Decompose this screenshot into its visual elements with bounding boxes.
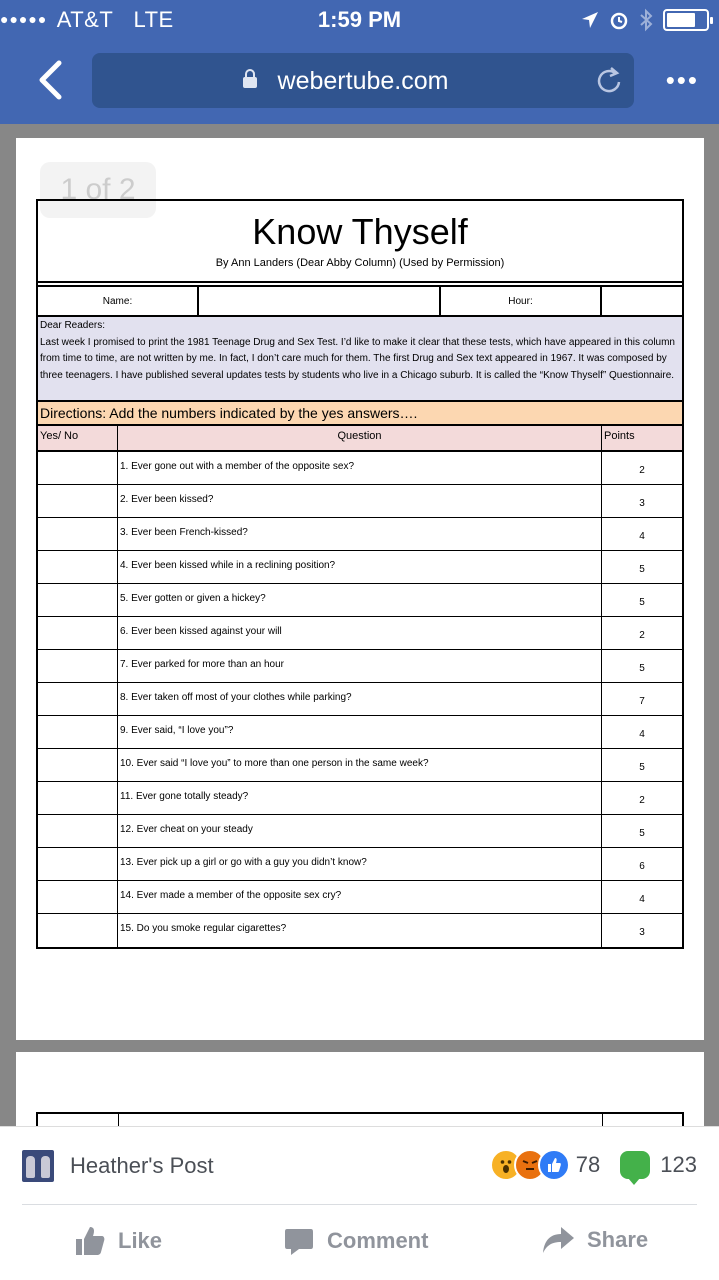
status-time: 1:59 PM xyxy=(317,7,402,32)
bluetooth-icon xyxy=(639,8,653,32)
reactions-summary[interactable] xyxy=(490,1149,697,1181)
table-row xyxy=(38,551,682,584)
intro-body: Last week I promised to print the 1981 Teenage Drug and Sex Test. I’d like to make it clear that these tests, which have appeared in this column from time to time, are not written by me. In fact, I don’t care much for them. The first Drug and Sex text appeared in 1967. It was composed by three teenagers. I have published several updates tests by students who live in a Chicago suburb. It is called the “Know Thyself” Questionnaire. xyxy=(40,336,675,381)
col-header-yes-no: Yes/ No xyxy=(38,426,118,450)
battery-level xyxy=(667,13,695,27)
name-hour-row xyxy=(38,285,682,317)
table-row xyxy=(38,518,682,551)
question-text: 1. Ever gone out with a member of the opposite sex? xyxy=(118,452,602,484)
answer-cell xyxy=(38,683,118,715)
comment-label: Comment xyxy=(327,1228,429,1253)
question-text: 8. Ever taken off most of your clothes while parking? xyxy=(118,683,602,715)
question-text: 14. Ever made a member of the opposite sex cry? xyxy=(118,881,602,913)
share-arrow-icon xyxy=(541,1225,575,1255)
intro-greeting: Dear Readers: xyxy=(40,320,106,331)
table-row xyxy=(38,584,682,617)
question-text: 12. Ever cheat on your steady xyxy=(118,815,602,847)
carrier-name: AT&T xyxy=(56,7,113,32)
table-row xyxy=(38,617,682,650)
question-table xyxy=(38,452,682,947)
address-bar[interactable] xyxy=(92,53,634,108)
table-row xyxy=(38,716,682,749)
chevron-left-icon xyxy=(37,60,63,100)
points-value: 2 xyxy=(639,794,645,806)
status-bar xyxy=(0,0,719,40)
question-text: 9. Ever said, “I love you”? xyxy=(118,716,602,748)
answer-cell xyxy=(38,914,118,947)
answer-cell xyxy=(38,485,118,517)
more-options-button[interactable]: ••• xyxy=(665,65,699,95)
table-divider xyxy=(118,1114,119,1126)
battery-icon xyxy=(663,9,709,31)
question-text: 15. Do you smoke regular cigarettes? xyxy=(118,914,602,947)
table-row xyxy=(38,749,682,782)
page-indicator: 1 of 2 xyxy=(40,162,156,218)
reaction-count: 78 xyxy=(575,1152,601,1177)
hour-field xyxy=(602,287,682,315)
page-2-table-top xyxy=(36,1112,684,1126)
question-text: 7. Ever parked for more than an hour xyxy=(118,650,602,682)
table-row xyxy=(38,782,682,815)
points-value: 4 xyxy=(639,893,645,905)
document-title: Know Thyself xyxy=(252,211,468,252)
directions: Directions: Add the numbers indicated by the yes answers…. xyxy=(38,402,682,426)
questionnaire-sheet xyxy=(36,199,684,949)
back-button[interactable] xyxy=(30,58,70,102)
status-icons xyxy=(581,8,709,32)
points-value: 5 xyxy=(639,761,645,773)
question-text: 6. Ever been kissed against your will xyxy=(118,617,602,649)
browser-top-bar xyxy=(0,0,719,124)
points-value: 6 xyxy=(639,860,645,872)
question-text: 10. Ever said “I love you” to more than one person in the same week? xyxy=(118,749,602,781)
thumbs-up-icon xyxy=(74,1225,106,1257)
table-header xyxy=(38,426,682,452)
answer-cell xyxy=(38,815,118,847)
document-viewer[interactable] xyxy=(0,124,719,1126)
table-row xyxy=(38,881,682,914)
table-row xyxy=(38,848,682,881)
answer-cell xyxy=(38,584,118,616)
comment-icon xyxy=(283,1225,315,1257)
table-divider xyxy=(602,1114,603,1126)
intro-letter xyxy=(38,317,682,402)
points-value: 2 xyxy=(639,629,645,641)
table-row xyxy=(38,485,682,518)
points-value: 4 xyxy=(639,530,645,542)
network-type: LTE xyxy=(133,7,174,32)
document-page-2 xyxy=(16,1052,704,1126)
hour-label: Hour: xyxy=(441,287,602,315)
question-text: 3. Ever been French-kissed? xyxy=(118,518,602,550)
answer-cell xyxy=(38,848,118,880)
col-header-points: Points xyxy=(604,430,635,442)
points-value: 5 xyxy=(639,662,645,674)
answer-cell xyxy=(38,452,118,484)
divider xyxy=(22,1204,697,1205)
answer-cell xyxy=(38,749,118,781)
share-label: Share xyxy=(587,1227,649,1252)
document-byline: By Ann Landers (Dear Abby Column) (Used by Permission) xyxy=(215,257,505,269)
table-row xyxy=(38,452,682,485)
comment-button[interactable] xyxy=(283,1225,428,1257)
table-row xyxy=(38,683,682,716)
comment-bubble-icon xyxy=(620,1151,650,1179)
points-value: 7 xyxy=(639,695,645,707)
points-value: 5 xyxy=(639,827,645,839)
comment-count: 123 xyxy=(660,1152,697,1177)
answer-cell xyxy=(38,716,118,748)
like-label: Like xyxy=(118,1228,163,1253)
title-block xyxy=(38,201,682,283)
name-field xyxy=(199,287,441,315)
avatar[interactable] xyxy=(22,1150,54,1182)
question-text: 2. Ever been kissed? xyxy=(118,485,602,517)
url-text: webertube.com xyxy=(277,67,449,95)
question-text: 11. Ever gone totally steady? xyxy=(118,782,602,814)
col-header-question: Question xyxy=(118,426,602,450)
signal-strength-icon: ●●●●● xyxy=(0,11,48,27)
answer-cell xyxy=(38,518,118,550)
points-value: 2 xyxy=(639,464,645,476)
answer-cell xyxy=(38,551,118,583)
post-bar xyxy=(0,1126,719,1280)
location-arrow-icon xyxy=(581,11,599,29)
like-button[interactable] xyxy=(74,1225,162,1257)
alarm-icon xyxy=(609,10,629,30)
points-value: 5 xyxy=(639,596,645,608)
table-row xyxy=(38,815,682,848)
document-page-1 xyxy=(16,138,704,1040)
question-text: 5. Ever gotten or given a hickey? xyxy=(118,584,602,616)
points-value: 4 xyxy=(639,728,645,740)
table-row xyxy=(38,650,682,683)
like-reaction-icon xyxy=(538,1149,570,1181)
name-label: Name: xyxy=(38,287,199,315)
question-text: 13. Ever pick up a girl or go with a guy you didn’t know? xyxy=(118,848,602,880)
question-text: 4. Ever been kissed while in a reclining position? xyxy=(118,551,602,583)
answer-cell xyxy=(38,881,118,913)
share-button[interactable] xyxy=(541,1225,648,1255)
points-value: 5 xyxy=(639,563,645,575)
points-value: 3 xyxy=(639,927,645,938)
answer-cell xyxy=(38,650,118,682)
reload-icon[interactable] xyxy=(594,65,624,97)
post-title[interactable]: Heather's Post xyxy=(70,1153,214,1178)
post-actions xyxy=(0,1225,719,1265)
points-value: 3 xyxy=(639,497,645,509)
table-row xyxy=(38,914,682,947)
answer-cell xyxy=(38,782,118,814)
answer-cell xyxy=(38,617,118,649)
